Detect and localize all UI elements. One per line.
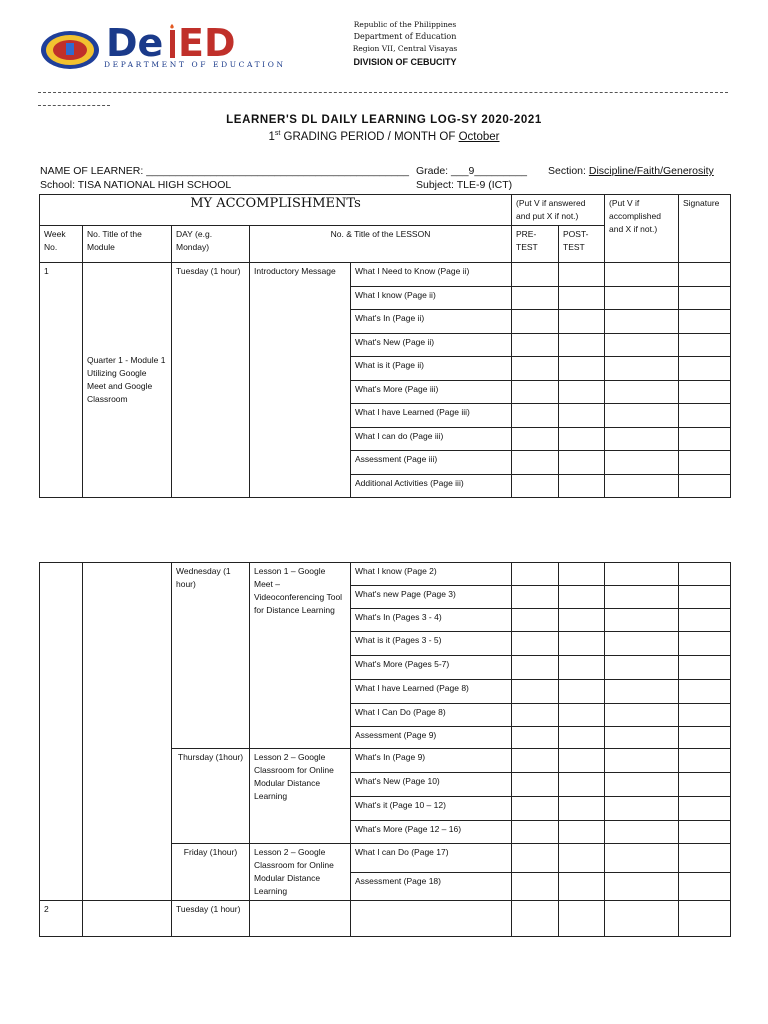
lesson-part	[351, 901, 512, 937]
week1-rows	[40, 263, 731, 498]
signature-cell[interactable]	[679, 357, 731, 381]
accomplished-cell[interactable]	[605, 427, 679, 451]
lesson-part: What's New (Page ii)	[351, 333, 512, 357]
pretest-cell[interactable]	[512, 404, 559, 428]
pretest-cell[interactable]	[512, 901, 559, 937]
signature-cell[interactable]	[679, 404, 731, 428]
signature-cell[interactable]	[679, 727, 731, 749]
lesson-part: What is it (Pages 3 - 5)	[351, 632, 512, 656]
module-header: No. Title of the Module	[83, 226, 172, 263]
learner-name-label: NAME OF LEARNER:	[40, 165, 144, 177]
pretest-cell[interactable]	[512, 427, 559, 451]
posttest-header: POST-TEST	[559, 226, 605, 263]
accomplished-cell[interactable]	[605, 749, 679, 773]
week-cell	[40, 563, 83, 901]
pretest-cell[interactable]	[512, 609, 559, 632]
my-accomplishments-header: MY ACCOMPLISHMENTs	[40, 195, 512, 226]
lesson-header: No. & Title of the LESSON	[250, 226, 512, 263]
signature-cell[interactable]	[679, 656, 731, 680]
signature-cell[interactable]	[679, 263, 731, 287]
subject-label: Subject:	[416, 179, 454, 191]
section-label: Section:	[548, 165, 586, 177]
test-instruction: (Put V if answered and put X if not.)	[512, 195, 605, 226]
signature-cell[interactable]	[679, 333, 731, 357]
pretest-cell[interactable]	[512, 773, 559, 797]
posttest-cell[interactable]	[559, 632, 605, 656]
signature-cell[interactable]	[679, 901, 731, 937]
day-cell: Tuesday (1 hour)	[172, 263, 250, 498]
signature-cell[interactable]	[679, 704, 731, 727]
pretest-cell[interactable]	[512, 263, 559, 287]
grade-value: ___9_________	[451, 165, 527, 177]
learning-log-table-week1	[39, 194, 731, 498]
posttest-cell[interactable]	[559, 357, 605, 381]
pretest-cell[interactable]	[512, 844, 559, 873]
accomplished-cell[interactable]	[605, 727, 679, 749]
region-text: Region VII, Central Visayas	[352, 44, 458, 53]
accomplished-cell[interactable]	[605, 632, 679, 656]
accomplished-cell[interactable]	[605, 333, 679, 357]
school-label: School:	[40, 179, 76, 191]
pretest-cell[interactable]	[512, 563, 559, 586]
posttest-cell[interactable]	[559, 263, 605, 287]
accomplished-cell[interactable]	[605, 451, 679, 475]
pretest-cell[interactable]	[512, 333, 559, 357]
subject-field	[416, 179, 512, 191]
accomplished-cell[interactable]	[605, 773, 679, 797]
week-number: 2	[40, 901, 83, 937]
lesson-title	[250, 901, 351, 937]
pretest-cell[interactable]	[512, 749, 559, 773]
pretest-cell[interactable]	[512, 680, 559, 704]
accomplished-cell[interactable]	[605, 844, 679, 873]
lesson-part: What's More (Pages 5-7)	[351, 656, 512, 680]
subject-value: TLE-9 (ICT)	[456, 179, 513, 191]
module-cell	[83, 901, 172, 937]
table-row	[40, 901, 731, 937]
day-cell: Friday (1hour)	[172, 844, 250, 901]
deped-wordmark-logo	[104, 22, 272, 62]
pretest-cell[interactable]	[512, 451, 559, 475]
lesson-part: What I Need to Know (Page ii)	[351, 263, 512, 287]
signature-cell[interactable]	[679, 586, 731, 609]
lesson-part: What's More (Page iii)	[351, 380, 512, 404]
period-suffix: st	[274, 130, 281, 137]
posttest-cell[interactable]	[559, 749, 605, 773]
signature-cell[interactable]	[679, 821, 731, 844]
pretest-cell[interactable]	[512, 797, 559, 821]
lesson-title: Lesson 2 – Google Classroom for Online Modular Distance Learning	[250, 749, 351, 844]
week-no-header: Week No.	[40, 226, 83, 263]
signature-cell[interactable]	[679, 872, 731, 901]
lesson-part: Assessment (Page 18)	[351, 872, 512, 901]
accomplished-cell[interactable]	[605, 872, 679, 901]
pretest-header: PRE-TEST	[512, 226, 559, 263]
signature-cell[interactable]	[679, 380, 731, 404]
accomplished-cell[interactable]	[605, 609, 679, 632]
school-field	[40, 179, 231, 191]
accomplished-cell[interactable]	[605, 474, 679, 498]
period-month: October	[458, 130, 500, 143]
section-field[interactable]	[548, 165, 714, 177]
posttest-cell[interactable]	[559, 844, 605, 873]
posttest-cell[interactable]	[559, 797, 605, 821]
divider-line	[38, 105, 110, 106]
posttest-cell[interactable]	[559, 727, 605, 749]
posttest-cell[interactable]	[559, 310, 605, 334]
posttest-cell[interactable]	[559, 656, 605, 680]
pretest-cell[interactable]	[512, 474, 559, 498]
accomplished-cell[interactable]	[605, 404, 679, 428]
signature-cell[interactable]	[679, 773, 731, 797]
posttest-cell[interactable]	[559, 586, 605, 609]
signature-cell[interactable]	[679, 427, 731, 451]
lesson-title: Lesson 1 – Google Meet – Videoconferencing Tool for Distance Learning	[250, 563, 351, 749]
pretest-cell[interactable]	[512, 632, 559, 656]
signature-cell[interactable]	[679, 632, 731, 656]
lesson-part: What I can Do (Page 17)	[351, 844, 512, 873]
lesson-part: What I know (Page 2)	[351, 563, 512, 586]
logo-subtitle: DEPARTMENT OF EDUCATION	[104, 60, 286, 69]
lesson-part: What I have Learned (Page 8)	[351, 680, 512, 704]
accomplished-cell[interactable]	[605, 263, 679, 287]
day-cell: Thursday (1hour)	[172, 749, 250, 844]
pretest-cell[interactable]	[512, 286, 559, 310]
posttest-cell[interactable]	[559, 609, 605, 632]
posttest-cell[interactable]	[559, 821, 605, 844]
pretest-cell[interactable]	[512, 821, 559, 844]
table-row	[40, 563, 731, 586]
svg-text:De: De	[106, 22, 164, 62]
lesson-part: What's More (Page 12 – 16)	[351, 821, 512, 844]
accomplished-cell[interactable]	[605, 797, 679, 821]
posttest-cell[interactable]	[559, 474, 605, 498]
learner-name-line: _____________________________________________	[146, 165, 409, 177]
lesson-part: What I know (Page ii)	[351, 286, 512, 310]
lesson-part: What is it (Page ii)	[351, 357, 512, 381]
pretest-cell[interactable]	[512, 586, 559, 609]
division-text: DIVISION OF CEBUCITY	[353, 57, 457, 67]
accomplished-cell[interactable]	[605, 380, 679, 404]
signature-cell[interactable]	[679, 609, 731, 632]
lesson-part: What's In (Pages 3 - 4)	[351, 609, 512, 632]
accomplished-instruction: (Put V if accomplished and X if not.)	[605, 195, 679, 263]
pretest-cell[interactable]	[512, 310, 559, 334]
day-header: DAY (e.g. Monday)	[172, 226, 250, 263]
accomplished-cell[interactable]	[605, 586, 679, 609]
accomplished-cell[interactable]	[605, 901, 679, 937]
republic-text: Republic of the Philippines	[353, 20, 457, 29]
week-number: 1	[40, 263, 83, 498]
lesson-part: What's In (Page 9)	[351, 749, 512, 773]
signature-cell[interactable]	[679, 680, 731, 704]
lesson-part: What's new Page (Page 3)	[351, 586, 512, 609]
section-value: Discipline/Faith/Generosity	[588, 165, 714, 177]
pretest-cell[interactable]	[512, 656, 559, 680]
lesson-part: What's In (Page ii)	[351, 310, 512, 334]
accomplished-cell[interactable]	[605, 821, 679, 844]
signature-header: Signature	[679, 195, 731, 263]
period-number: 1	[268, 130, 275, 143]
learning-log-table-week1-cont	[39, 562, 731, 937]
division-seal-logo	[40, 30, 100, 70]
period-text: GRADING PERIOD / MONTH OF	[280, 130, 459, 143]
posttest-cell[interactable]	[559, 404, 605, 428]
svg-text:ED: ED	[178, 22, 236, 62]
grading-period	[0, 130, 768, 143]
learner-name-field[interactable]	[40, 165, 409, 177]
posttest-cell[interactable]	[559, 704, 605, 727]
posttest-cell[interactable]	[559, 380, 605, 404]
posttest-cell[interactable]	[559, 872, 605, 901]
accomplished-cell[interactable]	[605, 357, 679, 381]
lesson-part: What I have Learned (Page iii)	[351, 404, 512, 428]
lesson-part: What's it (Page 10 – 12)	[351, 797, 512, 821]
signature-cell[interactable]	[679, 451, 731, 475]
divider-line	[38, 92, 728, 93]
department-text: Department of Education	[353, 32, 457, 41]
lesson-part: Assessment (Page 9)	[351, 727, 512, 749]
grade-field[interactable]	[416, 165, 527, 177]
accomplished-cell[interactable]	[605, 656, 679, 680]
accomplished-cell[interactable]	[605, 704, 679, 727]
lesson-title: Introductory Message	[250, 263, 351, 498]
accomplished-cell[interactable]	[605, 563, 679, 586]
lesson-part: What's New (Page 10)	[351, 773, 512, 797]
signature-cell[interactable]	[679, 844, 731, 873]
day-cell: Tuesday (1 hour)	[172, 901, 250, 937]
signature-cell[interactable]	[679, 563, 731, 586]
module-title: Quarter 1 - Module 1 Utilizing Google Meet and Google Classroom	[83, 263, 172, 498]
signature-cell[interactable]	[679, 474, 731, 498]
posttest-cell[interactable]	[559, 563, 605, 586]
grade-label: Grade:	[416, 165, 449, 177]
posttest-cell[interactable]	[559, 427, 605, 451]
table-row	[40, 263, 731, 287]
lesson-part: Assessment (Page iii)	[351, 451, 512, 475]
signature-cell[interactable]	[679, 749, 731, 773]
posttest-cell[interactable]	[559, 333, 605, 357]
posttest-cell[interactable]	[559, 451, 605, 475]
lesson-title: Lesson 2 – Google Classroom for Online Modular Distance Learning	[250, 844, 351, 901]
pretest-cell[interactable]	[512, 872, 559, 901]
signature-cell[interactable]	[679, 286, 731, 310]
document-title: LEARNER'S DL DAILY LEARNING LOG-SY 2020-2021	[226, 114, 542, 126]
accomplished-cell[interactable]	[605, 286, 679, 310]
accomplished-cell[interactable]	[605, 310, 679, 334]
module-cell	[83, 563, 172, 901]
school-value: TISA NATIONAL HIGH SCHOOL	[77, 179, 232, 191]
posttest-cell[interactable]	[559, 286, 605, 310]
pretest-cell[interactable]	[512, 357, 559, 381]
lesson-part: What I can do (Page iii)	[351, 427, 512, 451]
signature-cell[interactable]	[679, 310, 731, 334]
lesson-part: Additional Activities (Page iii)	[351, 474, 512, 498]
pretest-cell[interactable]	[512, 704, 559, 727]
pretest-cell[interactable]	[512, 727, 559, 749]
lesson-part: What I Can Do (Page 8)	[351, 704, 512, 727]
posttest-cell[interactable]	[559, 901, 605, 937]
posttest-cell[interactable]	[559, 680, 605, 704]
accomplished-cell[interactable]	[605, 680, 679, 704]
day-cell: Wednesday (1 hour)	[172, 563, 250, 749]
page2-rows	[40, 563, 731, 937]
signature-cell[interactable]	[679, 797, 731, 821]
pretest-cell[interactable]	[512, 380, 559, 404]
posttest-cell[interactable]	[559, 773, 605, 797]
